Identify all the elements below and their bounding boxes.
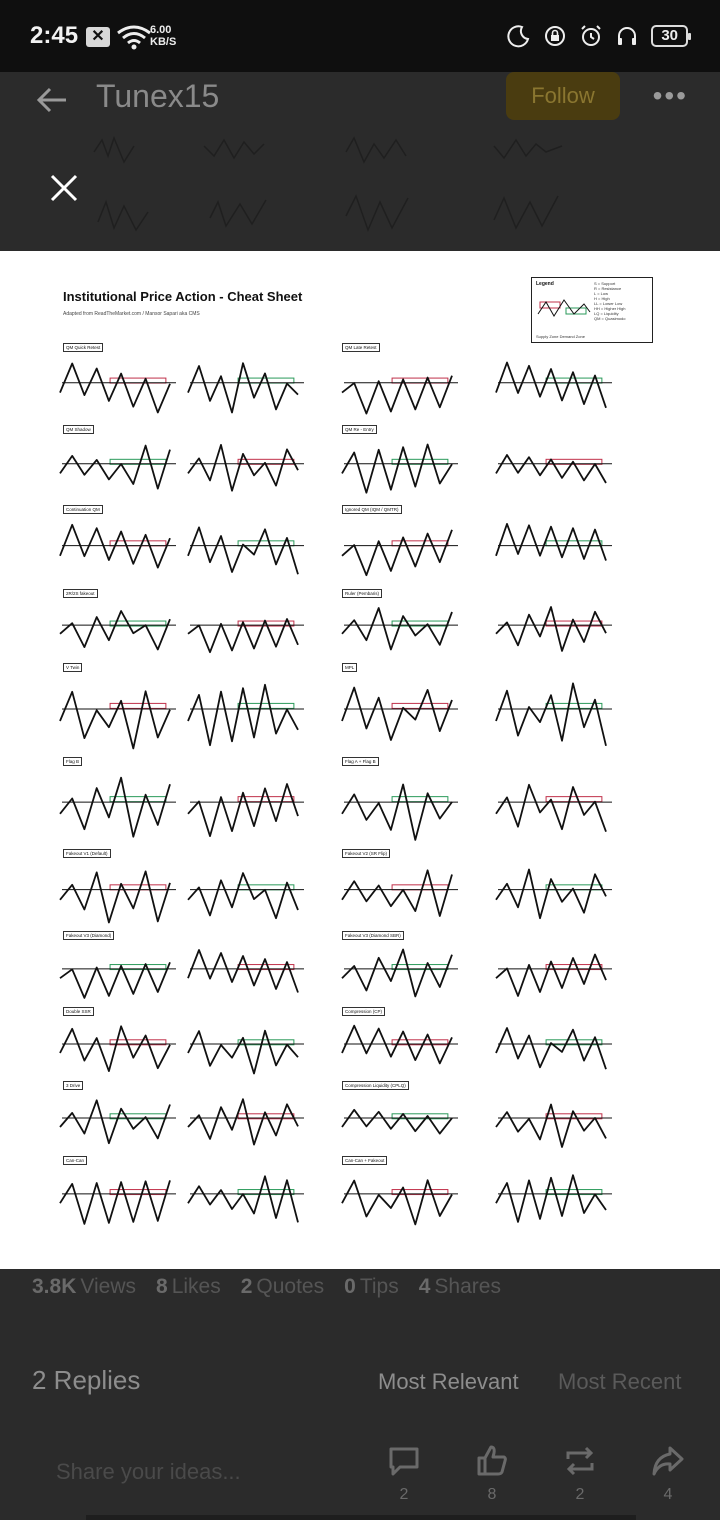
sheet-title: Institutional Price Action - Cheat Sheet (63, 289, 303, 304)
pattern-sketch (186, 353, 310, 419)
stat-label: Shares (434, 1275, 501, 1298)
pattern-sketch (494, 767, 618, 845)
post-header (0, 72, 720, 252)
pattern-sketch (340, 941, 464, 1003)
stat-label: Likes (171, 1275, 221, 1298)
pattern-sketch (58, 1017, 182, 1077)
legend-box (531, 277, 653, 343)
post-stats (0, 1269, 720, 1359)
moon-icon (507, 24, 531, 48)
pattern-sketch (186, 767, 310, 845)
status-bar (0, 0, 720, 72)
pattern-label: Fakeout V3 (Diamond SBR) (342, 931, 404, 940)
stat-number: 8 (156, 1275, 168, 1298)
legend-item: LQ = Liquidity (594, 311, 619, 316)
pattern-sketch (494, 1091, 618, 1151)
pattern-sketch (494, 353, 618, 419)
close-icon[interactable] (44, 168, 84, 208)
pattern-sketch (58, 1166, 182, 1228)
status-icons (507, 24, 688, 48)
speed-value: 6.00 (150, 24, 172, 36)
legend-item: QM = Quasimodo (594, 316, 626, 321)
legend-item: H = High (594, 296, 610, 301)
pattern-label: Compression (CP) (342, 1007, 385, 1016)
pattern-sketch (494, 1166, 618, 1228)
network-speed (150, 24, 176, 48)
share-icon (650, 1443, 686, 1479)
pattern-sketch (340, 1166, 464, 1228)
pattern-label: QM Re - Entry (342, 425, 377, 434)
pattern-sketch (58, 767, 182, 845)
stat-views[interactable] (32, 1275, 136, 1299)
pattern-sketch (186, 599, 310, 657)
pattern-label: QM Late Retest (342, 343, 380, 352)
pattern-sketch (340, 353, 464, 419)
pattern-label: 2R/2S fakeout (63, 589, 98, 598)
comment-button[interactable] (384, 1443, 424, 1504)
pattern-sketch (494, 673, 618, 753)
replies-section (0, 1359, 720, 1520)
status-time: 2:45 (30, 22, 79, 49)
reply-input[interactable]: Share your ideas... (56, 1459, 241, 1484)
pattern-sketch (340, 1091, 464, 1151)
legend-item: S = Support (594, 281, 616, 286)
speed-unit: KB/S (150, 36, 177, 48)
pattern-sketch (58, 353, 182, 419)
legend-footer: Supply Zone Demand Zone (536, 334, 585, 339)
pattern-sketch (186, 1166, 310, 1228)
pattern-sketch (494, 941, 618, 1003)
repost-count: 2 (575, 1486, 585, 1503)
share-button[interactable] (648, 1443, 688, 1504)
pattern-label: Fakeout V2 (SR Flip) (342, 849, 390, 858)
pattern-label: Flag A + Flag B (342, 757, 379, 766)
legend-title: Legend (536, 281, 554, 287)
comment-count: 2 (399, 1486, 409, 1503)
repost-button[interactable] (560, 1443, 600, 1504)
legend-item: L = Low (594, 291, 608, 296)
like-icon (474, 1443, 510, 1479)
legend-list (594, 281, 625, 321)
pattern-label: V Twin (63, 663, 82, 672)
pattern-label: Ruler (Pembaris) (342, 589, 382, 598)
legend-item: R = Resistance (594, 286, 622, 291)
pattern-sketch (58, 941, 182, 1003)
sort-most-relevant[interactable]: Most Relevant (378, 1369, 519, 1394)
lock-rotate-icon (543, 24, 567, 48)
nav-handle (86, 1515, 636, 1520)
follow-button[interactable]: Follow (506, 72, 620, 120)
pattern-label: Double SSR (63, 1007, 94, 1016)
notification-x-icon: ✕ (86, 27, 110, 47)
legend-item: LL = Lower Low (594, 301, 623, 306)
pattern-label: Can-Can (63, 1156, 87, 1165)
replies-title: 2 Replies (32, 1365, 141, 1395)
pattern-sketch (340, 859, 464, 927)
pattern-sketch (58, 859, 182, 927)
pattern-sketch (340, 1017, 464, 1077)
wifi-icon (116, 24, 152, 50)
pattern-sketch (494, 599, 618, 657)
like-count: 8 (487, 1486, 497, 1503)
pattern-sketch (186, 1091, 310, 1151)
pattern-label: QM Shadow (63, 425, 94, 434)
pattern-sketch (58, 515, 182, 583)
author-name[interactable]: Tunex15 (96, 78, 220, 114)
pattern-sketch (186, 859, 310, 927)
legend-item: HH = Higher High (594, 306, 626, 311)
pattern-sketch (58, 435, 182, 499)
pattern-sketch (494, 859, 618, 927)
pattern-label: Fakeout V3 (Diamond) (63, 931, 114, 940)
stat-number: 4 (418, 1275, 431, 1298)
comment-icon (386, 1443, 422, 1479)
pattern-sketch (58, 1091, 182, 1151)
pattern-sketch (494, 435, 618, 499)
pattern-sketch (340, 767, 464, 845)
share-count: 4 (663, 1486, 673, 1503)
alarm-icon (579, 24, 603, 48)
stat-quotes[interactable] (241, 1275, 324, 1299)
pattern-sketch (186, 941, 310, 1003)
pattern-sketch (186, 673, 310, 753)
headphones-icon (615, 24, 639, 48)
back-arrow-icon[interactable] (34, 82, 70, 118)
stat-number: 2 (240, 1275, 253, 1298)
stat-shares[interactable] (419, 1275, 501, 1299)
pattern-label: QM Quick Retest (63, 343, 103, 352)
pattern-label: Flag B (63, 757, 82, 766)
pattern-label: Continuation QM (63, 505, 103, 514)
stat-label: Quotes (256, 1275, 325, 1298)
pattern-sketch (340, 435, 464, 499)
pattern-sketch (340, 599, 464, 657)
stat-tips[interactable] (344, 1275, 399, 1299)
post-image[interactable] (0, 251, 720, 1269)
stat-number: 3.8K (32, 1275, 77, 1298)
pattern-sketch (340, 673, 464, 753)
pattern-sketch (340, 515, 464, 583)
pattern-label: Can-Can + Fakeout (342, 1156, 387, 1165)
stat-label: Tips (359, 1275, 399, 1298)
pattern-label: Fakeout V1 (Default) (63, 849, 111, 858)
pattern-sketch (186, 515, 310, 583)
pattern-label: 3 Drive (63, 1081, 83, 1090)
legend-sketch (536, 298, 592, 318)
pattern-label: MPL (342, 663, 357, 672)
repost-icon (562, 1443, 598, 1479)
pattern-sketch (58, 599, 182, 657)
sheet-subtitle: Adapted from ReadTheMarket.com / Mansor Sapari aka CMS (63, 311, 200, 317)
image-preview-strip (84, 132, 644, 252)
stat-likes[interactable] (156, 1275, 221, 1299)
pattern-sketch (58, 673, 182, 753)
stat-label: Views (80, 1275, 136, 1298)
pattern-sketch (186, 435, 310, 499)
battery-indicator: 30 (651, 25, 688, 47)
like-button[interactable] (472, 1443, 512, 1504)
pattern-sketch (494, 1017, 618, 1077)
pattern-sketch (186, 1017, 310, 1077)
pattern-sketch (494, 515, 618, 583)
pattern-label: Ignored QM (IQM / QMTR) (342, 505, 402, 514)
pattern-label: Compression Liquidity (CPLQ) (342, 1081, 409, 1090)
stat-number: 0 (344, 1275, 356, 1298)
more-options-icon[interactable]: ••• (652, 80, 688, 111)
sort-most-recent[interactable]: Most Recent (558, 1369, 682, 1394)
